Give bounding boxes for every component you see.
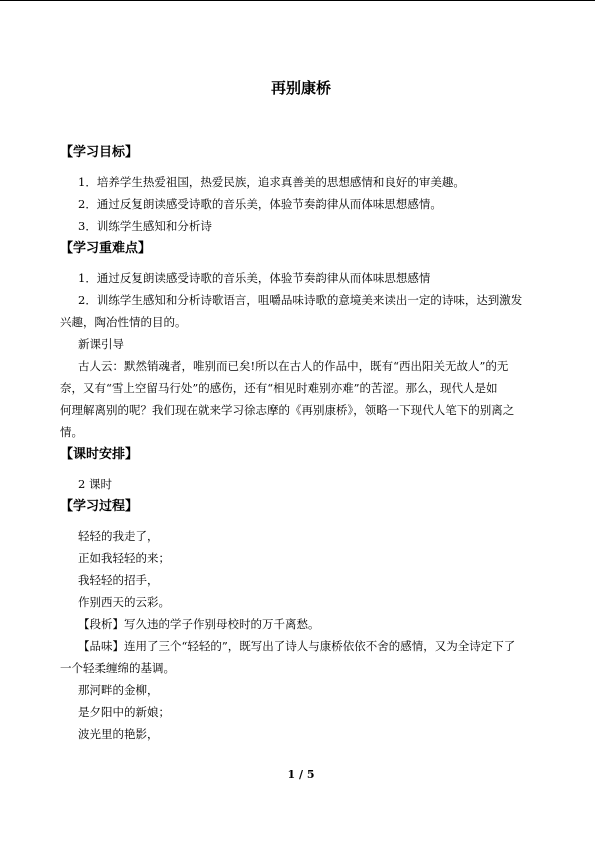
process-line: 正如我轻轻的来； bbox=[78, 551, 170, 565]
process-line: 【品味】连用了三个“轻轻的”，既写出了诗人与康桥依依不舍的感情，又为全诗定下了 bbox=[78, 639, 516, 653]
process-line: 我轻轻的招手， bbox=[78, 573, 159, 587]
objectives-line: 3．训练学生感知和分析诗 bbox=[78, 219, 212, 233]
process-line: 是夕阳中的新娘； bbox=[78, 705, 170, 719]
process-line: 作别西天的云彩。 bbox=[78, 595, 170, 609]
section-heading-objectives: 【学习目标】 bbox=[60, 145, 139, 160]
key-points-line: 何理解离别的呢？我们现在就来学习徐志摩的《再别康桥》，领略一下现代人笔下的别离之 bbox=[60, 403, 515, 417]
key-points-line: 古人云：默然销魂者，唯别而已矣!所以在古人的作品中，既有“西出阳关无故人”的无 bbox=[78, 359, 509, 373]
objectives-line: 2．通过反复朗读感受诗歌的音乐美，体验节奏韵律从而体味思想感情。 bbox=[78, 197, 442, 211]
process-line: 波光里的艳影， bbox=[78, 727, 159, 741]
key-points-line: 情。 bbox=[60, 425, 83, 439]
section-heading-key-points: 【学习重难点】 bbox=[60, 241, 152, 256]
process-line: 那河畔的金柳， bbox=[78, 683, 159, 697]
key-points-line: 兴趣，陶冶性情的目的。 bbox=[60, 315, 187, 329]
section-heading-schedule: 【课时安排】 bbox=[60, 447, 139, 462]
key-points-line: 奈，又有“雪上空留马行处”的感伤，还有“相见时难别亦难”的苦涩。那么，现代人是如 bbox=[60, 381, 498, 395]
schedule-line: 2 课时 bbox=[78, 477, 112, 491]
objectives-line: 1．培养学生热爱祖国，热爱民族，追求真善美的思想感情和良好的审美趣。 bbox=[78, 175, 465, 189]
process-line: 轻轻的我走了， bbox=[78, 529, 159, 543]
document-title: 再别康桥 bbox=[270, 79, 331, 97]
process-line: 【段析】写久违的学子作别母校时的万千离愁。 bbox=[78, 617, 320, 631]
section-heading-process: 【学习过程】 bbox=[60, 499, 139, 514]
page-number: 1 / 5 bbox=[287, 768, 315, 781]
process-line: 一个轻柔缠绵的基调。 bbox=[60, 661, 175, 675]
document-page bbox=[60, 0, 542, 841]
key-points-line: 1．通过反复朗读感受诗歌的音乐美，体验节奏韵律从而体味思想感情 bbox=[78, 271, 431, 285]
key-points-line: 2．训练学生感知和分析诗歌语言，咀嚼品味诗歌的意境美来读出一定的诗味，达到激发 bbox=[78, 293, 523, 307]
key-points-line: 新课引导 bbox=[78, 337, 124, 351]
